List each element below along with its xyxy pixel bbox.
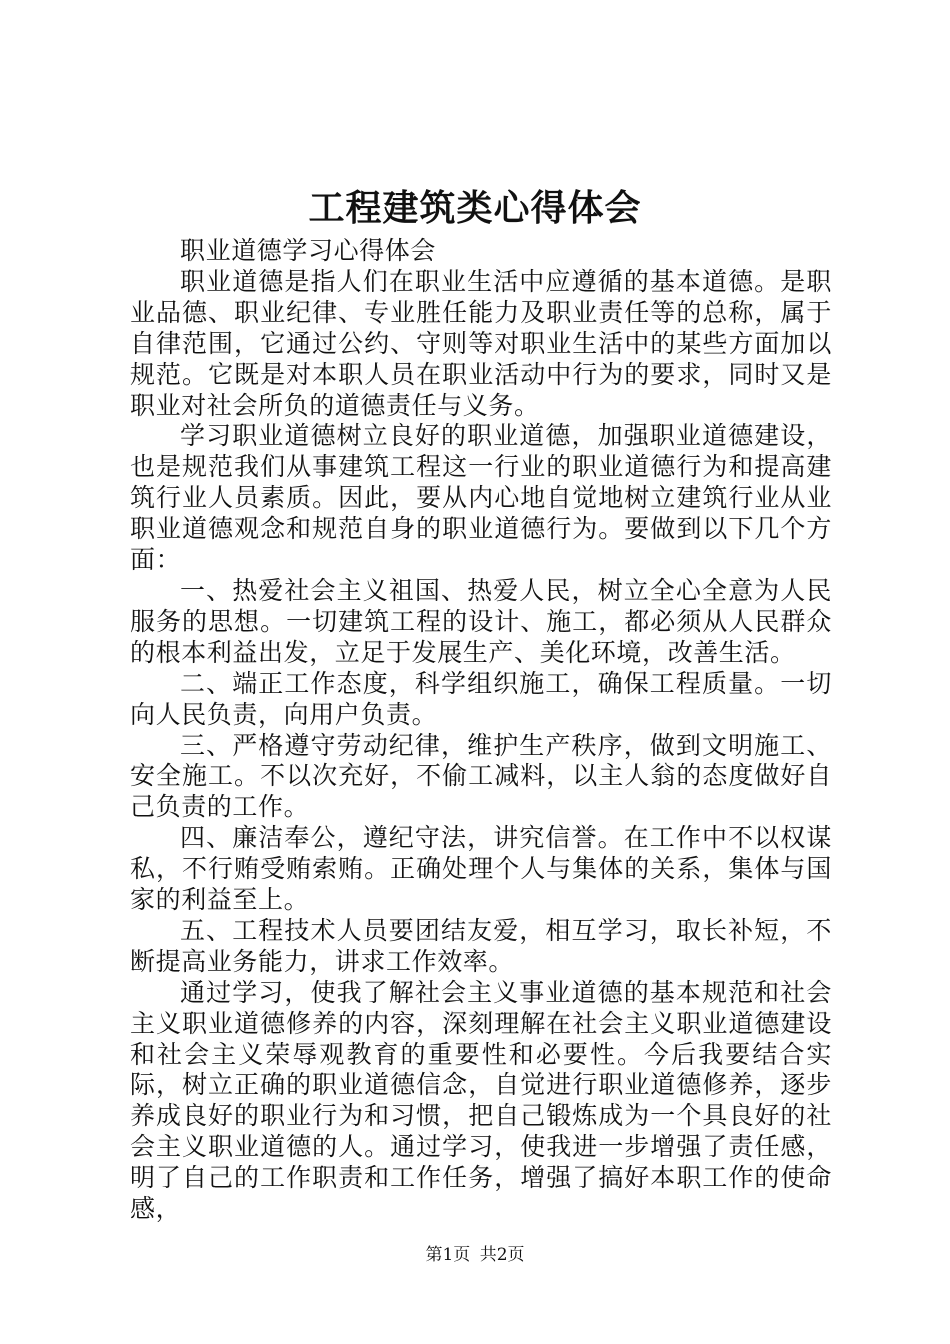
document-body	[130, 236, 832, 1225]
paragraph: 学习职业道德树立良好的职业道德，加强职业道德建设，也是规范我们从事建筑工程这一行业的职业道德行为和提高建筑行业人员素质。因此，要从内心地自觉地树立建筑行业从业职业道德观念和规范自身的职业道德行为。要做到以下几个方面：	[130, 421, 832, 575]
page-total: 共2页	[479, 1245, 525, 1265]
paragraph: 职业道德是指人们在职业生活中应遵循的基本道德。是职业品德、职业纪律、专业胜任能力及职业责任等的总称，属于自律范围，它通过公约、守则等对职业生活中的某些方面加以规范。它既是对本职人员在职业活动中行为的要求，同时又是职业对社会所负的道德责任与义务。	[130, 266, 832, 420]
paragraph: 二、端正工作态度，科学组织施工，确保工程质量。一切向人民负责，向用户负责。	[130, 668, 832, 729]
paragraph: 四、廉洁奉公，遵纪守法，讲究信誉。在工作中不以权谋私，不行贿受贿索贿。正确处理个人与集体的关系，集体与国家的利益至上。	[130, 823, 832, 915]
page-number: 第1页	[425, 1245, 471, 1265]
paragraph-subtitle: 职业道德学习心得体会	[180, 236, 437, 265]
page-footer	[0, 1243, 950, 1267]
paragraph: 通过学习，使我了解社会主义事业道德的基本规范和社会主义职业道德修养的内容，深刻理解在社会主义职业道德建设和社会主义荣辱观教育的重要性和必要性。今后我要结合实际，树立正确的职业道德信念，自觉进行职业道德修养，逐步养成良好的职业行为和习惯，把自己锻炼成为一个具良好的社会主义职业道德的人。通过学习，使我进一步增强了责任感，明了自己的工作职责和工作任务，增强了搞好本职工作的使命感，	[130, 977, 832, 1224]
paragraph: 一、热爱社会主义祖国、热爱人民，树立全心全意为人民服务的思想。一切建筑工程的设计、施工，都必须从人民群众的根本利益出发，立足于发展生产、美化环境，改善生活。	[130, 575, 832, 667]
paragraph: 三、严格遵守劳动纪律，维护生产秩序，做到文明施工、安全施工。不以次充好，不偷工减料，以主人翁的态度做好自己负责的工作。	[130, 730, 832, 822]
paragraph: 五、工程技术人员要团结友爱，相互学习，取长补短，不断提高业务能力，讲求工作效率。	[130, 915, 832, 976]
document-title: 工程建筑类心得体会	[308, 187, 642, 229]
